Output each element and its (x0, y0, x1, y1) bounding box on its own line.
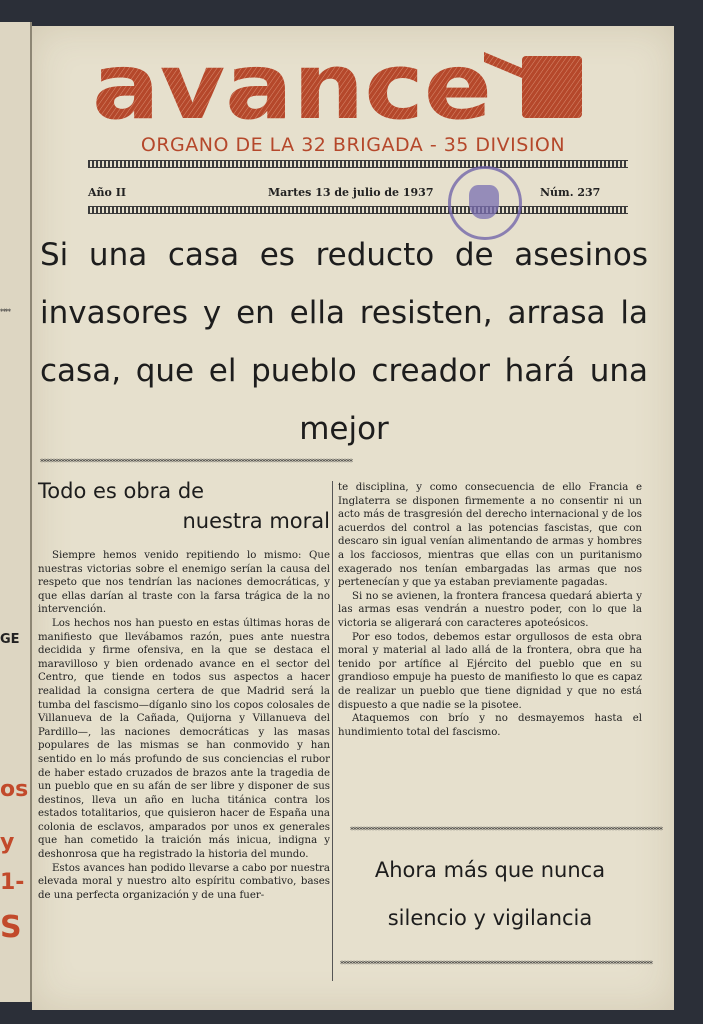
facing-page-fragment: 1- (0, 870, 25, 895)
header-rule-bottom (88, 206, 628, 214)
issue-date: Martes 13 de julio de 1937 (268, 186, 434, 199)
article-right-column (338, 481, 642, 739)
issue-number: Núm. 237 (540, 186, 601, 199)
article-paragraph: Si no se avienen, la frontera francesa quedará abierta y las armas esas vendrán a nuestro poder, con lo que la victoria se aligerará con caracteres apoteósicos. (338, 590, 642, 629)
headline-star-divider: ******************************************************************************************************** (40, 458, 352, 467)
main-headline: Si una casa es reducto de asesinos invasores y en ella resisten, arrasa la casa, que el pueblo creador hará una mejor (40, 237, 648, 447)
box-star-divider-bottom: ******************************************************************************************************** (340, 960, 652, 969)
article-paragraph: Estos avances han podido llevarse a cabo por nuestra elevada moral y nuestro alto espíritu combativo, bases de una perfecta organización y de una fuer- (38, 862, 330, 901)
newspaper-page (32, 26, 674, 1010)
box-star-divider-top: ******************************************************************************************************** (350, 826, 662, 835)
article-title-line1: Todo es obra de (38, 479, 205, 503)
slogan-line1: Ahora más que nunca (374, 858, 606, 882)
article-paragraph: Ataquemos con brío y no desmayemos hasta el hundimiento total del fascismo. (338, 713, 642, 738)
slogan-line2: silencio y vigilancia (387, 906, 593, 930)
article-paragraph: te disciplina, y como consecuencia de ello Francia e Inglaterra se disponen firmemente a no consentir ni un acto más de trasgresión del derecho internacional y de los acuerdos del control a las potencias fascistas, que con descaro sin igual venían alimentando de armas y hombres a los facciosos, mientras que ellas con un puritanismo exagerado nos tenían embargadas las armas que nos pertenecían y que ya estaban previamente pagadas. (338, 482, 642, 589)
logo-wordmark: avance (92, 33, 492, 140)
facing-page-fragment: os (0, 777, 29, 802)
column-divider (332, 481, 333, 981)
facing-page-fragment: S (0, 910, 22, 945)
facing-page-fragment: y (0, 830, 15, 855)
facing-page-edge (0, 22, 32, 1002)
article-left-column (38, 471, 330, 902)
facing-page-stars: **** (0, 308, 10, 316)
article-paragraph: Los hechos nos han puesto en estas últimas horas de manifiesto que llevábamos razón, pues ante nuestra decidida y firme ofensiva, en la que se destaca el maravilloso y bien ordenado avance en el sector del Centro, que tiende en todos sus aspectos a hacer realidad la consigna certera de que Madrid será la tumba del fascismo—díganlo sino los copos colosales de Villanueva de la Cañada, Quijorna y Villanueva del Pardillo—, las naciones democráticas y las masas populares de las mismas se han conmovido y han sentido en lo más profundo de sus conciencias el rubor de haber estado cruzados de brazos ante la tragedia de un pueblo que en su afán de ser libre y disponer de sus destinos, lleva un año en lucha titánica contra los estados totalitarios, que quisieron hacer de España una colonia de esclavos, amparados por unos ex generales que han cometido la traición más inicua, indigna y deshonrosa que ha registrado la historia del mundo. (38, 617, 330, 861)
issue-year: Año II (88, 186, 126, 199)
soldier-emblem-icon (484, 52, 582, 118)
facing-page-fragment: GE (0, 632, 20, 647)
header-rule-top (88, 160, 628, 168)
article-title-line2: nuestra moral (182, 509, 330, 533)
article-paragraph: Por eso todos, debemos estar orgullosos de esta obra moral y material al lado allá de la frontera, obra que ha tenido por artífice al Ejército del pueblo que en su grandioso empuje ha puesto de manifiesto lo que es capaz de realizar un pueblo que tiene dignidad y que no está dispuesto a que nadie se la pisotee. (338, 631, 642, 711)
masthead-logo (92, 33, 592, 140)
article-paragraph: Siempre hemos venido repitiendo lo mismo: Que nuestras victorias sobre el enemigo serían la causa del respeto que nos tendrían las naciones democráticas, y que ellas darían al traste con la farsa trágica de la no intervención. (38, 550, 330, 616)
masthead-subtitle: ORGANO DE LA 32 BRIGADA - 35 DIVISION (140, 134, 566, 156)
